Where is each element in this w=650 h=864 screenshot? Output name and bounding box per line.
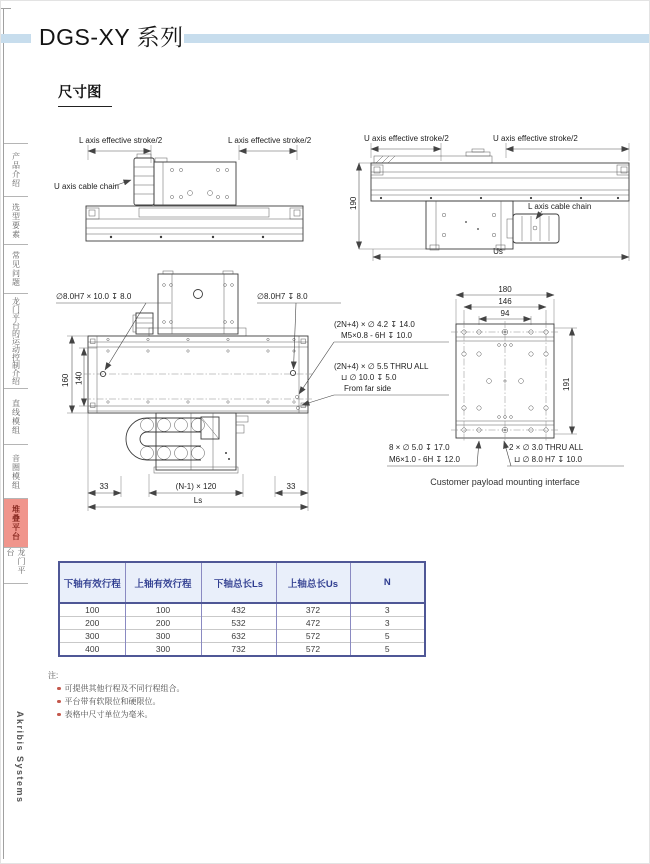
callout-thru-holes-line2: ⊔ ∅ 10.0 ↧ 5.0 [341, 373, 397, 382]
cell: 200 [125, 617, 201, 630]
dim-label-160: 160 [61, 373, 70, 387]
sidebar-item-gantry-motion-control[interactable] [4, 293, 28, 388]
cell: 5 [350, 643, 425, 657]
callout-dowel-hole-left: ∅8.0H7 × 10.0 ↧ 8.0 [56, 292, 132, 301]
dim-label-94: 94 [500, 309, 510, 318]
sidebar-item-stacked-stage-active[interactable] [4, 498, 28, 547]
cell: 372 [276, 603, 350, 617]
sidebar-item-voice-coil-module[interactable] [4, 444, 28, 498]
brand-vertical-text: Akribis Systems [15, 711, 25, 804]
cell: 3 [350, 603, 425, 617]
sidebar-item-selection[interactable] [4, 196, 28, 244]
callout-payload-tapped-line1: 8 × ∅ 5.0 ↧ 17.0 [389, 443, 450, 452]
sidebar-item-label: 直线模组 [11, 398, 21, 435]
sidebar-item-product-intro[interactable] [4, 143, 28, 196]
dim-label-33-right: 33 [286, 482, 296, 491]
cell: 732 [201, 643, 276, 657]
drawing-u-axis-side-view [346, 127, 646, 267]
col-header-upper-length-us: 上轴总长Us [276, 562, 350, 603]
cell: 300 [125, 643, 201, 657]
page-title: DGS-XY 系列 [39, 24, 184, 50]
note-text: 平台带有软限位和硬限位。 [64, 697, 161, 706]
sidebar-item-label: 选型要素 [11, 202, 21, 239]
label-u-axis-cable-chain: U axis cable chain [54, 182, 119, 191]
cell: 3 [350, 617, 425, 630]
dim-label-190: 190 [349, 196, 358, 210]
label-l-axis-cable-chain: L axis cable chain [528, 202, 592, 211]
cell: 572 [276, 630, 350, 643]
sidebar-item-gantry-stage[interactable] [4, 547, 28, 584]
dim-label-33-left: 33 [99, 482, 109, 491]
dim-label-140: 140 [74, 371, 84, 385]
callout-payload-thru-line1: 2 × ∅ 3.0 THRU ALL [509, 443, 584, 452]
col-header-lower-length-ls: 下轴总长Ls [201, 562, 276, 603]
dim-label-u-stroke-left: U axis effective stroke/2 [364, 134, 449, 143]
dim-label-l-stroke-right: L axis effective stroke/2 [228, 136, 312, 145]
note-text: 表格中尺寸单位为毫米。 [64, 710, 153, 719]
cell: 100 [125, 603, 201, 617]
header-accent-bar-left [1, 34, 31, 43]
sidebar-item-linear-module[interactable] [4, 388, 28, 444]
sidebar-item-label: 常见问题 [11, 251, 21, 287]
sidebar-item-label: 龙门平台 [6, 548, 26, 575]
drawing-payload-interface [381, 279, 641, 494]
cell: 300 [59, 630, 125, 643]
cell: 532 [201, 617, 276, 630]
header-accent-bar-right [184, 34, 650, 43]
table-row [59, 643, 425, 657]
note-item [57, 695, 185, 708]
table-row [59, 603, 425, 617]
table-header-row [59, 562, 425, 603]
sidebar-item-label: 产品介绍 [11, 152, 21, 188]
dim-label-us: Us [493, 247, 503, 256]
cell: 432 [201, 603, 276, 617]
bullet-icon [57, 687, 61, 691]
col-header-n: N [350, 562, 425, 603]
cell: 400 [59, 643, 125, 657]
dim-label-146: 146 [498, 297, 512, 306]
table-row [59, 630, 425, 643]
note-item [57, 708, 185, 721]
dim-label-191: 191 [562, 377, 571, 391]
cell: 472 [276, 617, 350, 630]
dim-label-pitch: (N-1) × 120 [175, 482, 217, 491]
cell: 200 [59, 617, 125, 630]
dimension-spec-table [58, 561, 426, 657]
cell: 100 [59, 603, 125, 617]
col-header-upper-stroke: 上轴有效行程 [125, 562, 201, 603]
callout-thru-holes-line1: (2N+4) × ∅ 5.5 THRU ALL [334, 362, 429, 371]
dim-label-180: 180 [498, 285, 512, 294]
sidebar-item-faq[interactable] [4, 244, 28, 293]
notes-block [48, 669, 185, 721]
note-item [57, 682, 185, 695]
sidebar-item-label: 堆叠平台 [11, 505, 21, 541]
callout-thru-holes-line3: From far side [344, 384, 392, 393]
sidebar-item-label: 音圈模组 [11, 453, 21, 490]
cell: 572 [276, 643, 350, 657]
section-title: 尺寸图 [58, 81, 112, 107]
bullet-icon [57, 713, 61, 717]
dim-label-ls: Ls [193, 496, 203, 505]
cell: 5 [350, 630, 425, 643]
callout-tapped-holes-line2: M5×0.8 - 6H ↧ 10.0 [341, 331, 412, 340]
payload-caption: Customer payload mounting interface [430, 477, 580, 487]
note-text: 可提供其他行程及不同行程组合。 [64, 684, 185, 693]
callout-tapped-holes-line1: (2N+4) × ∅ 4.2 ↧ 14.0 [334, 320, 415, 329]
sidebar-item-label: 龙门平台的运动控制介绍 [11, 297, 21, 385]
callout-dowel-hole-right: ∅8.0H7 ↧ 8.0 [257, 292, 308, 301]
dim-label-l-stroke-left: L axis effective stroke/2 [79, 136, 163, 145]
col-header-lower-stroke: 下轴有效行程 [59, 562, 125, 603]
notes-title: 注: [48, 671, 59, 680]
cell: 300 [125, 630, 201, 643]
table-row [59, 617, 425, 630]
bullet-icon [57, 700, 61, 704]
callout-payload-thru-line2: ⊔ ∅ 8.0 H7 ↧ 10.0 [514, 455, 582, 464]
cell: 632 [201, 630, 276, 643]
dim-label-u-stroke-right: U axis effective stroke/2 [493, 134, 578, 143]
drawing-l-axis-side-view [51, 129, 341, 261]
callout-payload-tapped-line2: M6×1.0 - 6H ↧ 12.0 [389, 455, 460, 464]
